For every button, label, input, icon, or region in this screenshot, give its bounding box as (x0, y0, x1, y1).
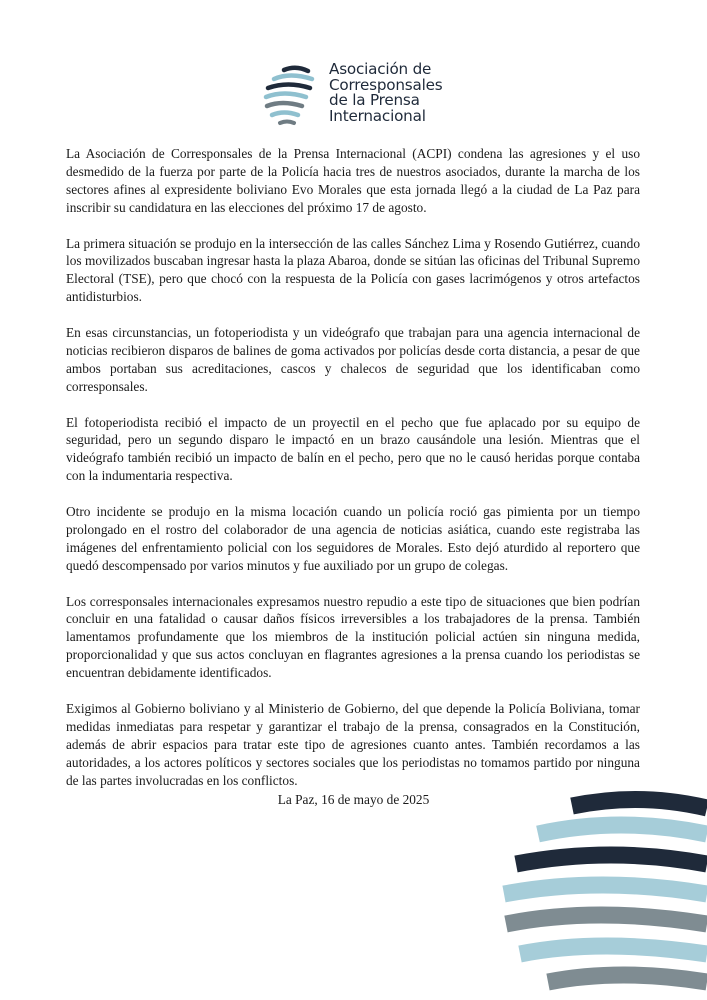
statement-body (66, 145, 640, 807)
paragraph-6: Los corresponsales internacionales expresamos nuestro repudio a este tipo de situaciones que bien podrían concluir en una fatalidad o causar daños físicos irreversibles a los trabajadores de la prensa. También lamentamos profundamente que los miembros de la institución policial actúen sin ninguna medida, proporcionalidad y que sus actos concluyan en flagrantes agresiones a la prensa cuando los periodistas se encuentran debidamente identificados. (66, 593, 640, 681)
striped-sphere-icon (500, 790, 707, 1000)
logo-line-3: de la Prensa (329, 91, 420, 110)
place-date: La Paz, 16 de mayo de 2025 (277, 792, 430, 807)
globe-swirl-icon (262, 62, 322, 128)
paragraph-1: La Asociación de Corresponsales de la Prensa Internacional (ACPI) condena las agresiones y el uso desmedido de la fuerza por parte de la Policía hacia tres de nuestros asociados, durante la marcha de los sectores afines al expresidente boliviano Evo Morales que esta jornada llegó a la ciudad de La Paz para inscribir su candidatura en las elecciones del próximo 17 de agosto. (66, 146, 640, 215)
logo-line-4: Internacional (329, 106, 426, 125)
paragraph-3: En esas circunstancias, un fotoperiodista y un videógrafo que trabajan para una agencia internacional de noticias recibieron disparos de balines de goma activados por policías desde corta distancia, a pesar de que ambos portaban sus acreditaciones, cascos y chalecos de seguridad que los identificaban como corresponsales. (66, 325, 640, 394)
paragraph-7: Exigimos al Gobierno boliviano y al Ministerio de Gobierno, del que depende la Policía Boliviana, tomar medidas inmediatas para respetar y garantizar el trabajo de la prensa, consagrados en la Constitución, además de abrir espacios para tratar este tipo de agresiones cuanto antes. También recordamos a las autoridades, a los actores políticos y sectores sociales que los periodistas no tomamos partido por ninguna de las partes involucradas en los conflictos. (66, 701, 640, 788)
acpi-logo (262, 62, 462, 130)
paragraph-4: El fotoperiodista recibió el impacto de un proyectil en el pecho que fue aplacado por su equipo de seguridad, pero un segundo disparo le impactó en un brazo causándole una lesión. Mientras que el videógrafo también recibió un impacto de balín en el pecho, pero que no le causó heridas porque contaba con la indumentaria respectiva. (66, 414, 640, 484)
logo-line-1: Asociación de (329, 60, 432, 78)
logo-line-2: Corresponsales (329, 75, 443, 94)
logo-wordmark (329, 62, 443, 124)
paragraph-2: La primera situación se produjo en la intersección de las calles Sánchez Lima y Rosendo Gutiérrez, cuando los movilizados buscaban ingresar hasta la plaza Abaroa, donde se sitúan las oficinas del Tribunal Supremo Electoral (TSE), pero que chocó con la respuesta de la Policía con gases lacrimógenos y otros artefactos antidisturbios. (66, 235, 640, 305)
paragraph-5: Otro incidente se produjo en la misma locación cuando un policía roció gas pimienta por un tiempo prolongado en el rostro del colaborador de una agencia de noticias asiática, cuando este registraba las imágenes del enfrentamiento policial con los seguidores de Morales. Esto dejó aturdido al reportero que quedó descompensado por varios minutos y fue auxiliado por un grupo de colegas. (66, 504, 640, 573)
